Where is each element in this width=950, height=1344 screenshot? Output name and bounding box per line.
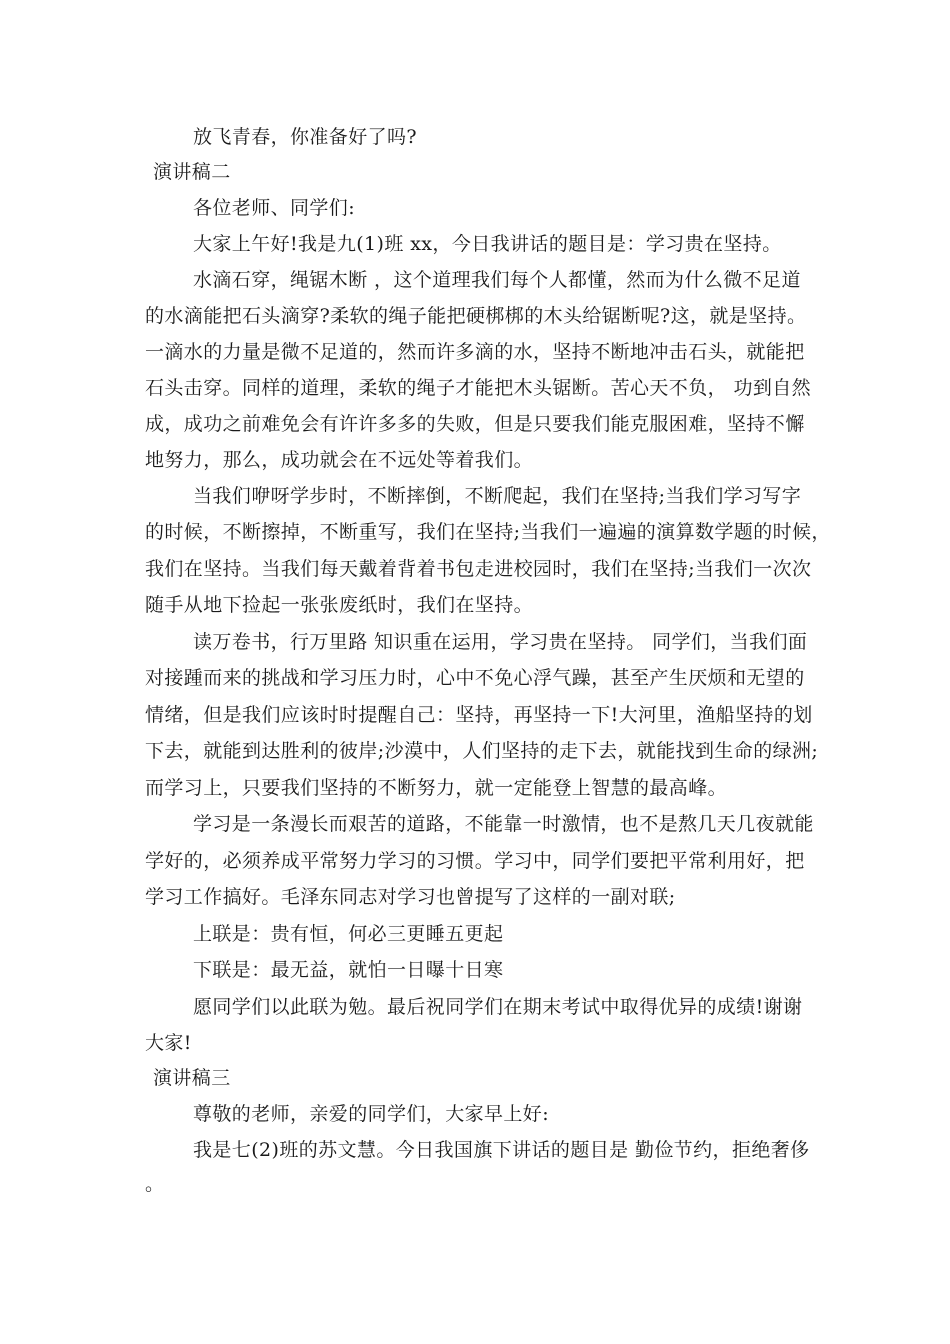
paragraph-line: 的水滴能把石头滴穿?柔软的绳子能把硬梆梆的木头给锯断呢?这，就是坚持。 (145, 305, 807, 327)
section-heading: 演讲稿二 (153, 161, 231, 183)
paragraph-line: 情绪，但是我们应该时时提醒自己：坚持，再坚持一下!大河里，渔船坚持的划 (145, 704, 813, 726)
paragraph-line: 读万卷书，行万里路 知识重在运用，学习贵在坚持。 同学们，当我们面 (193, 631, 808, 653)
paragraph-line: 水滴石穿，绳锯木断 ，这个道理我们每个人都懂，然而为什么微不足道 (193, 269, 801, 291)
paragraph-line: 下去，就能到达胜利的彼岸;沙漠中，人们坚持的走下去，就能找到生命的绿洲; (145, 740, 819, 762)
paragraph-line: 大家! (145, 1032, 192, 1054)
paragraph-line: 学好的，必须养成平常努力学习的习惯。学习中，同学们要把平常利用好，把 (145, 850, 805, 872)
paragraph-line: 随手从地下捡起一张张废纸时，我们在坚持。 (145, 594, 534, 616)
paragraph-line: 石头击穿。同样的道理，柔软的绳子才能把木头锯断。苦心天不负， 功到自然 (145, 377, 812, 399)
section-heading: 演讲稿三 (153, 1067, 231, 1089)
paragraph-line: 当我们咿呀学步时，不断摔倒，不断爬起，我们在坚持;当我们学习写字 (193, 485, 802, 507)
paragraph-line: 地努力，那么，成功就会在不远处等着我们。 (145, 449, 534, 471)
paragraph-line: 学习是一条漫长而艰苦的道路，不能靠一时激情，也不是熬几天几夜就能 (193, 813, 814, 835)
paragraph-line: 愿同学们以此联为勉。最后祝同学们在期末考试中取得优异的成绩!谢谢 (193, 996, 803, 1018)
paragraph-line: 学习工作搞好。毛泽东同志对学习也曾提写了这样的一副对联; (145, 886, 676, 908)
paragraph-line: 的时候，不断擦掉，不断重写，我们在坚持;当我们一遍遍的演算数学题的时候， (145, 521, 831, 543)
paragraph-line: 而学习上，只要我们坚持的不断努力，就一定能登上智慧的最高峰。 (145, 777, 728, 799)
paragraph-line: 我们在坚持。当我们每天戴着背着书包走进校园时，我们在坚持;当我们一次次 (145, 558, 812, 580)
paragraph-line: 成，成功之前难免会有许许多多的失败，但是只要我们能克服困难，坚持不懈 (145, 413, 805, 435)
greeting-line: 尊敬的老师，亲爱的同学们，大家早上好: (193, 1103, 550, 1125)
greeting-line: 各位老师、同学们: (193, 197, 356, 219)
paragraph-line: 。 (145, 1173, 165, 1195)
paragraph-line: 放飞青春，你准备好了吗? (193, 126, 417, 148)
couplet-line: 下联是：最无益，就怕一日曝十日寒 (193, 959, 504, 981)
paragraph-line: 我是七(2)班的苏文慧。今日我国旗下讲话的题目是 勤俭节约，拒绝奢侈 (193, 1139, 810, 1161)
paragraph-line: 对接踵而来的挑战和学习压力时，心中不免心浮气躁，甚至产生厌烦和无望的 (145, 667, 805, 689)
couplet-line: 上联是：贵有恒，何必三更睡五更起 (193, 923, 504, 945)
paragraph-line: 一滴水的力量是微不足道的，然而许多滴的水，坚持不断地冲击石头，就能把 (145, 341, 805, 363)
paragraph-line: 大家上午好!我是九(1)班 xx，今日我讲话的题目是：学习贵在坚持。 (193, 233, 782, 255)
